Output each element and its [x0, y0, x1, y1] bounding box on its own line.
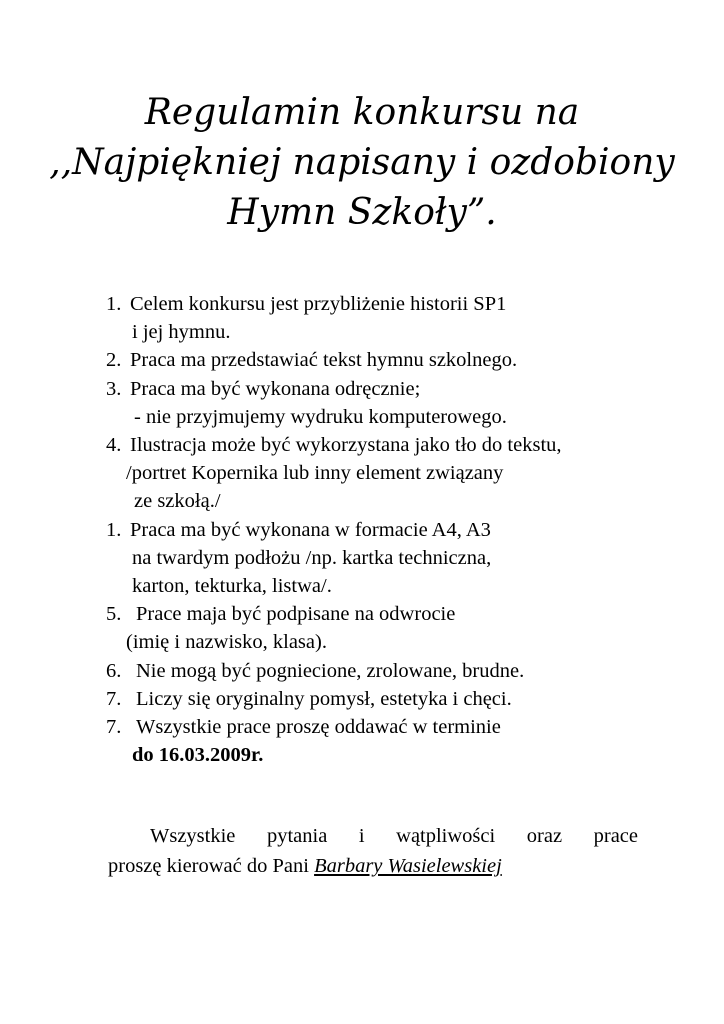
rule-text: Praca ma być wykonana odręcznie; — [130, 377, 421, 400]
rule-5 — [106, 516, 666, 544]
title-line-1: Regulamin konkursu na — [144, 92, 580, 133]
rule-3 — [106, 375, 666, 403]
rule-6 — [106, 600, 666, 628]
rule-continuation — [106, 459, 666, 487]
contact-line-2 — [108, 851, 638, 881]
document-title — [40, 88, 684, 238]
rule-continuation — [106, 403, 666, 431]
rule-text: Prace maja być podpisane na odwrocie — [136, 603, 456, 626]
rule-9 — [106, 713, 666, 741]
rule-text: i jej hymnu. — [132, 321, 231, 344]
contact-person-name: Barbary Wasielewskiej — [314, 855, 502, 877]
rule-text: Liczy się oryginalny pomysł, estetyka i chęci. — [136, 687, 512, 710]
rule-continuation — [106, 544, 666, 572]
contact-note — [108, 821, 638, 881]
rule-number: 3. — [106, 377, 122, 400]
rule-text: na twardym podłożu /np. kartka techniczna, — [132, 546, 492, 569]
contact-line-1: Wszystkie pytania i wątpliwości oraz prace — [150, 825, 638, 847]
rule-number: 6. — [106, 659, 122, 682]
rule-8 — [106, 685, 666, 713]
rule-text: Praca ma przedstawiać tekst hymnu szkolnego. — [130, 349, 518, 372]
rule-7 — [106, 657, 666, 685]
rule-continuation — [106, 628, 666, 656]
title-line-2: ,,Najpiękniej napisany i ozdobiony — [49, 142, 675, 183]
rule-1 — [106, 290, 666, 318]
rule-text: Praca ma być wykonana w formacie A4, A3 — [130, 518, 491, 541]
rule-number: 5. — [106, 603, 122, 626]
rule-number: 4. — [106, 434, 122, 457]
rule-text: Wszystkie prace proszę oddawać w terminie — [136, 716, 501, 739]
contact-prefix: proszę kierować do Pani — [108, 855, 309, 877]
rule-number: 2. — [106, 349, 122, 372]
rule-number: 1. — [106, 293, 122, 315]
title-line-3: Hymn Szkoły”. — [227, 192, 497, 233]
rule-number: 7. — [106, 687, 122, 710]
rule-continuation — [106, 318, 666, 346]
deadline-text: do 16.03.2009r. — [132, 744, 264, 767]
rule-text: ze szkołą./ — [134, 490, 221, 513]
rule-text: karton, tekturka, listwa/. — [132, 575, 332, 598]
rule-text: Celem konkursu jest przybliżenie historii SP1 — [130, 293, 507, 315]
rule-text: Ilustracja może być wykorzystana jako tło do tekstu, — [130, 434, 562, 457]
rule-continuation — [106, 487, 666, 515]
rule-number: 7. — [106, 716, 122, 739]
rule-number: 1. — [106, 518, 122, 541]
rule-text: - nie przyjmujemy wydruku komputerowego. — [134, 405, 507, 428]
rules-list — [106, 290, 666, 769]
rule-text: (imię i nazwisko, klasa). — [126, 631, 327, 654]
rule-text: /portret Kopernika lub inny element związany — [126, 462, 504, 485]
rule-continuation — [106, 572, 666, 600]
rule-4 — [106, 431, 666, 459]
rule-2 — [106, 346, 666, 374]
rule-text: Nie mogą być pogniecione, zrolowane, brudne. — [136, 659, 525, 682]
deadline — [106, 741, 666, 769]
